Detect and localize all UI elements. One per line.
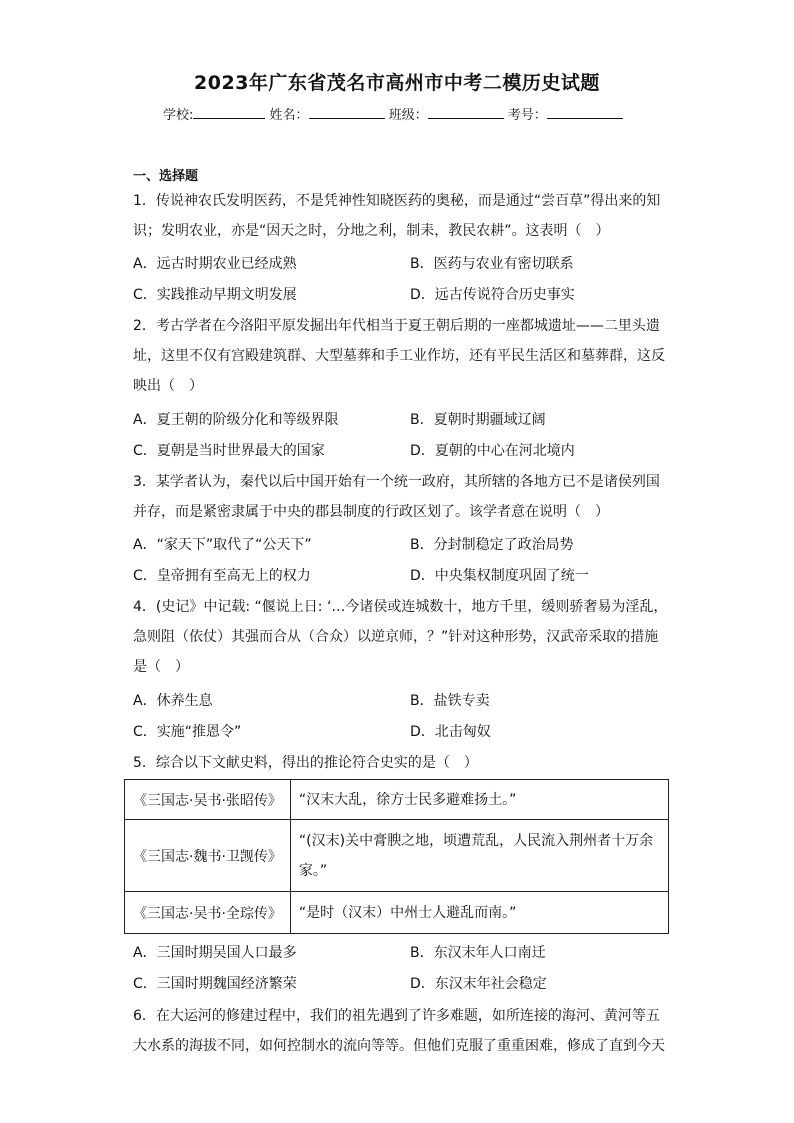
question-line: 并存，而是紧密隶属于中央的郡县制度的行政区划了。该学者意在说明（ ） <box>133 504 609 520</box>
quote-line: “汉末大乱，徐方士民多避难扬土。” <box>298 791 517 808</box>
quote-cell <box>290 780 668 820</box>
class-blank[interactable] <box>428 104 504 119</box>
option-a[interactable]: A．三国时期吴国人口最多 <box>133 945 297 961</box>
question-line: 急则阻（依仗）其强而合从（合众）以逆京师，？”针对这种形势，汉武帝采取的措施 <box>133 629 659 645</box>
question-line: 识；发明农业，亦是“因天之时，分地之利，制耒，教民农耕”。这表明（ ） <box>133 223 610 239</box>
option-a[interactable]: A．远古时期农业已经成熟 <box>133 256 297 272</box>
option-b[interactable]: B．盐铁专卖 <box>410 693 490 709</box>
name-label: 姓名： <box>269 108 309 123</box>
option-c[interactable]: C．三国时期魏国经济繁荣 <box>133 976 297 992</box>
name-blank[interactable] <box>309 104 385 119</box>
page-title: 2023年广东省茂名市高州市中考二模历史试题 <box>194 72 600 94</box>
option-b[interactable]: B．分封制稳定了政治局势 <box>410 537 574 553</box>
table-row <box>125 820 669 892</box>
question-6 <box>133 1001 665 1061</box>
question-2 <box>133 311 665 401</box>
question-4 <box>133 592 667 682</box>
table-row <box>125 892 669 934</box>
option-b[interactable]: B．医药与农业有密切联系 <box>410 256 574 272</box>
question-line: 4．(史记》中记载: “偃说上日: ‘…今诸侯或连城数十，地方千里，缓则骄奢易为淫乱， <box>133 599 668 615</box>
question-line: 1．传说神农氏发明医药，不是凭神性知晓医药的奥秘，而是通过“尝百草”得出来的知 <box>133 193 661 209</box>
question-line: 3．某学者认为，秦代以后中国开始有一个统一政府，其所辖的各地方已不是诸侯列国 <box>133 474 660 490</box>
student-info-line <box>163 104 623 123</box>
question-5 <box>133 748 478 778</box>
source-cell: 《三国志·吴书·全琮传》 <box>125 892 291 934</box>
option-d[interactable]: D．远古传说符合历史事实 <box>410 287 575 303</box>
school-blank[interactable] <box>193 104 265 119</box>
option-a[interactable]: A．休养生息 <box>133 693 213 709</box>
question-3 <box>133 467 660 527</box>
table-row <box>125 780 669 820</box>
question-line: 大水系的海拔不同，如何控制水的流向等等。但他们克服了重重困难，修成了直到今天 <box>133 1038 665 1054</box>
class-label: 班级： <box>388 108 428 123</box>
question-1 <box>133 186 660 246</box>
option-d[interactable]: D．中央集权制度巩固了统一 <box>410 568 589 584</box>
question-line: 址，这里不仅有宫殿建筑群、大型墓葬和手工业作坊，还有平民生活区和墓葬群，这反 <box>133 348 665 364</box>
option-c[interactable]: C．夏朝是当时世界最大的国家 <box>133 443 325 459</box>
option-c[interactable]: C．皇帝拥有至高无上的权力 <box>133 568 311 584</box>
option-a[interactable]: A．夏王朝的阶级分化和等级界限 <box>133 412 339 428</box>
option-b[interactable]: B．东汉末年人口南迁 <box>410 945 546 961</box>
quote-line: “是时（汉末）中州士人避乱而南。” <box>298 904 517 921</box>
section-title: 一、选择题 <box>133 169 199 184</box>
source-cell: 《三国志·吴书·张昭传》 <box>125 780 291 820</box>
question-line: 2．考古学者在今洛阳平原发掘出年代相当于夏王朝后期的一座都城遗址——二里头遗 <box>133 318 660 334</box>
question-line: 6．在大运河的修建过程中，我们的祖先遇到了许多难题，如所连接的海河、黄河等五 <box>133 1008 660 1024</box>
school-label: 学校: <box>163 108 194 123</box>
option-c[interactable]: C．实施“推恩令” <box>133 724 242 740</box>
quote-cell <box>290 892 668 934</box>
exam-no-label: 考号： <box>507 108 547 123</box>
option-c[interactable]: C．实践推动早期文明发展 <box>133 287 297 303</box>
option-d[interactable]: D．夏朝的中心在河北境内 <box>410 443 575 459</box>
question-line: 映出（ ） <box>133 378 203 394</box>
source-table <box>124 779 669 934</box>
option-b[interactable]: B．夏朝时期疆域辽阔 <box>410 412 546 428</box>
question-line: 5．综合以下文献史料，得出的推论符合史实的是（ ） <box>133 755 478 771</box>
quote-cell <box>290 820 668 892</box>
option-a[interactable]: A．“家天下”取代了“公天下” <box>133 537 312 553</box>
quote-line: 家。” <box>298 862 328 879</box>
quote-line: “(汉末)关中膏腴之地，顷遭荒乱，人民流入荆州者十万余 <box>298 832 654 849</box>
exam-no-blank[interactable] <box>547 104 623 119</box>
option-d[interactable]: D．北击匈奴 <box>410 724 491 740</box>
option-d[interactable]: D．东汉末年社会稳定 <box>410 976 547 992</box>
source-cell: 《三国志·魏书·卫觊传》 <box>125 820 291 892</box>
question-line: 是（ ） <box>133 659 189 675</box>
